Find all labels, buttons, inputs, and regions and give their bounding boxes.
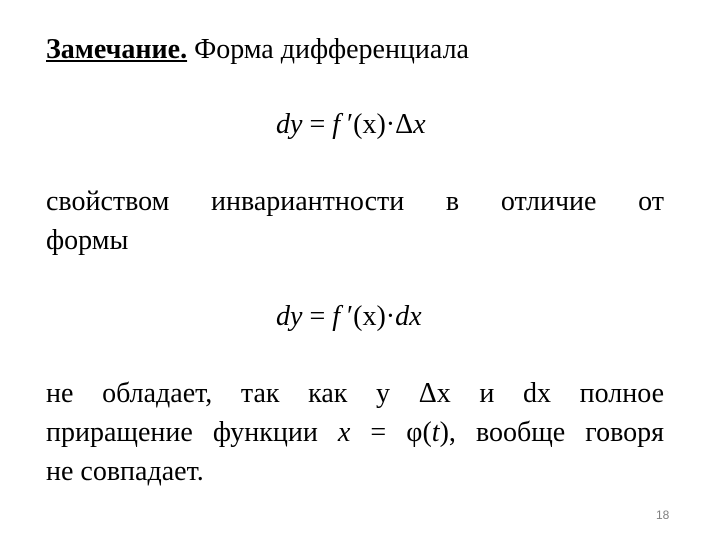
- para2-line2-b: ), вообще говоря: [439, 417, 664, 448]
- title-line: [46, 33, 664, 67]
- para2-line2-a: приращение функции: [46, 417, 338, 448]
- formula2-prime: ′: [340, 301, 354, 332]
- para2-line2-x: x: [337, 417, 351, 448]
- formula2-eq: =: [302, 301, 333, 332]
- page-number: 18: [656, 508, 670, 522]
- formula1-lhs: dy: [276, 109, 303, 140]
- para1-line2: формы: [46, 225, 129, 256]
- formula1-prime: ′: [340, 109, 354, 140]
- formula1-args: (x): [353, 109, 386, 140]
- formula1-dot: ·: [385, 109, 396, 140]
- formula1-eq: =: [302, 109, 333, 140]
- para2-line1: не обладает, так как у Δx и dx полное: [46, 378, 664, 409]
- formula1-delta: Δ: [395, 109, 414, 140]
- formula-delta: [276, 108, 426, 142]
- remark-label: Замечание.: [46, 34, 188, 65]
- formula2-lhs: dy: [276, 301, 303, 332]
- remark-text: Форма дифференциала: [194, 34, 469, 65]
- para2-line3: не совпадает.: [46, 456, 204, 487]
- formula2-args: (x): [353, 301, 386, 332]
- formula2-dot: ·: [385, 301, 396, 332]
- formula2-f: f: [332, 301, 341, 332]
- para2-line2-eq: = φ(: [350, 417, 432, 448]
- para1-line1: свойством инвариантности в отличие от: [46, 186, 664, 217]
- formula1-f: f: [332, 109, 341, 140]
- formula1-var: x: [413, 109, 426, 140]
- para2-line2: [46, 416, 664, 450]
- formula-d: [276, 300, 422, 334]
- para2-line2-t: t: [431, 417, 440, 448]
- formula2-var: dx: [395, 301, 422, 332]
